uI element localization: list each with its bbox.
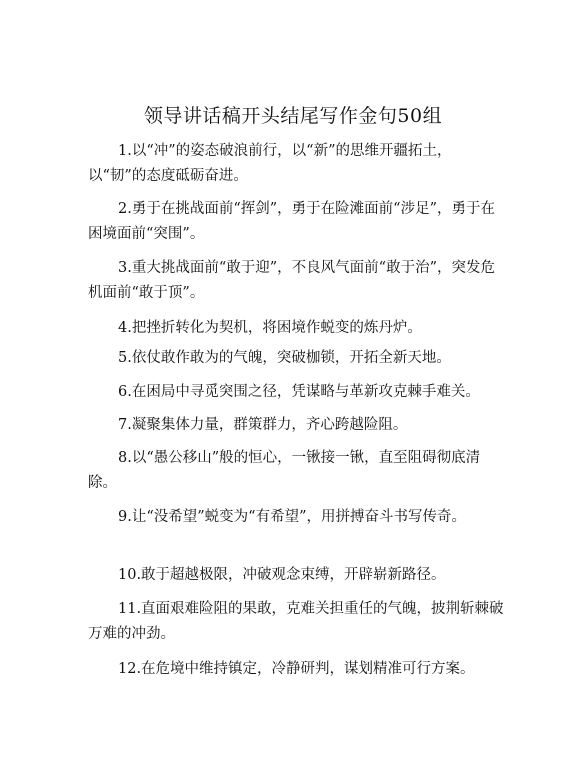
list-item: 11.直面艰难险阻的果敢，克难关担重任的气魄，披荆斩棘破万难的冲劲。 [88, 601, 504, 642]
list-item: 5.依仗敢作敢为的气魄，突破枷锁，开拓全新天地。 [118, 350, 451, 366]
list-item: 8.以“愚公移山”般的恒心，一锹接一锹，直至阻碍彻底清除。 [88, 450, 481, 491]
list-item: 7.凝聚集体力量，群策群力，齐心跨越险阻。 [118, 417, 408, 433]
list-item: 4.把挫折转化为契机，将困境作蜕变的炼丹炉。 [118, 320, 422, 336]
document-title: 领导讲话稿开头结尾写作金句50组 [143, 105, 443, 127]
list-item: 10.敢于超越极限，冲破观念束缚，开辟崭新路径。 [118, 567, 446, 583]
list-item: 2.勇于在挑战面前“挥剑”，勇于在险滩面前“涉足”，勇于在困境面前“突围”。 [88, 201, 495, 242]
list-item: 1.以“冲”的姿态破浪前行，以“新”的思维开疆拓土，以“韧”的态度砥砺奋进。 [88, 143, 452, 184]
list-item: 9.让“没希望”蜕变为“有希望”，用拼搏奋斗书写传奇。 [118, 509, 466, 525]
list-item: 6.在困局中寻觅突围之径，凭谋略与革新攻克棘手难关。 [118, 384, 480, 400]
list-item: 3.重大挑战面前“敢于迎”，不良风气面前“敢于治”，突发危机面前“敢于顶”。 [88, 260, 495, 301]
list-item: 12.在危境中维持镇定，冷静研判，谋划精准可行方案。 [118, 661, 475, 677]
